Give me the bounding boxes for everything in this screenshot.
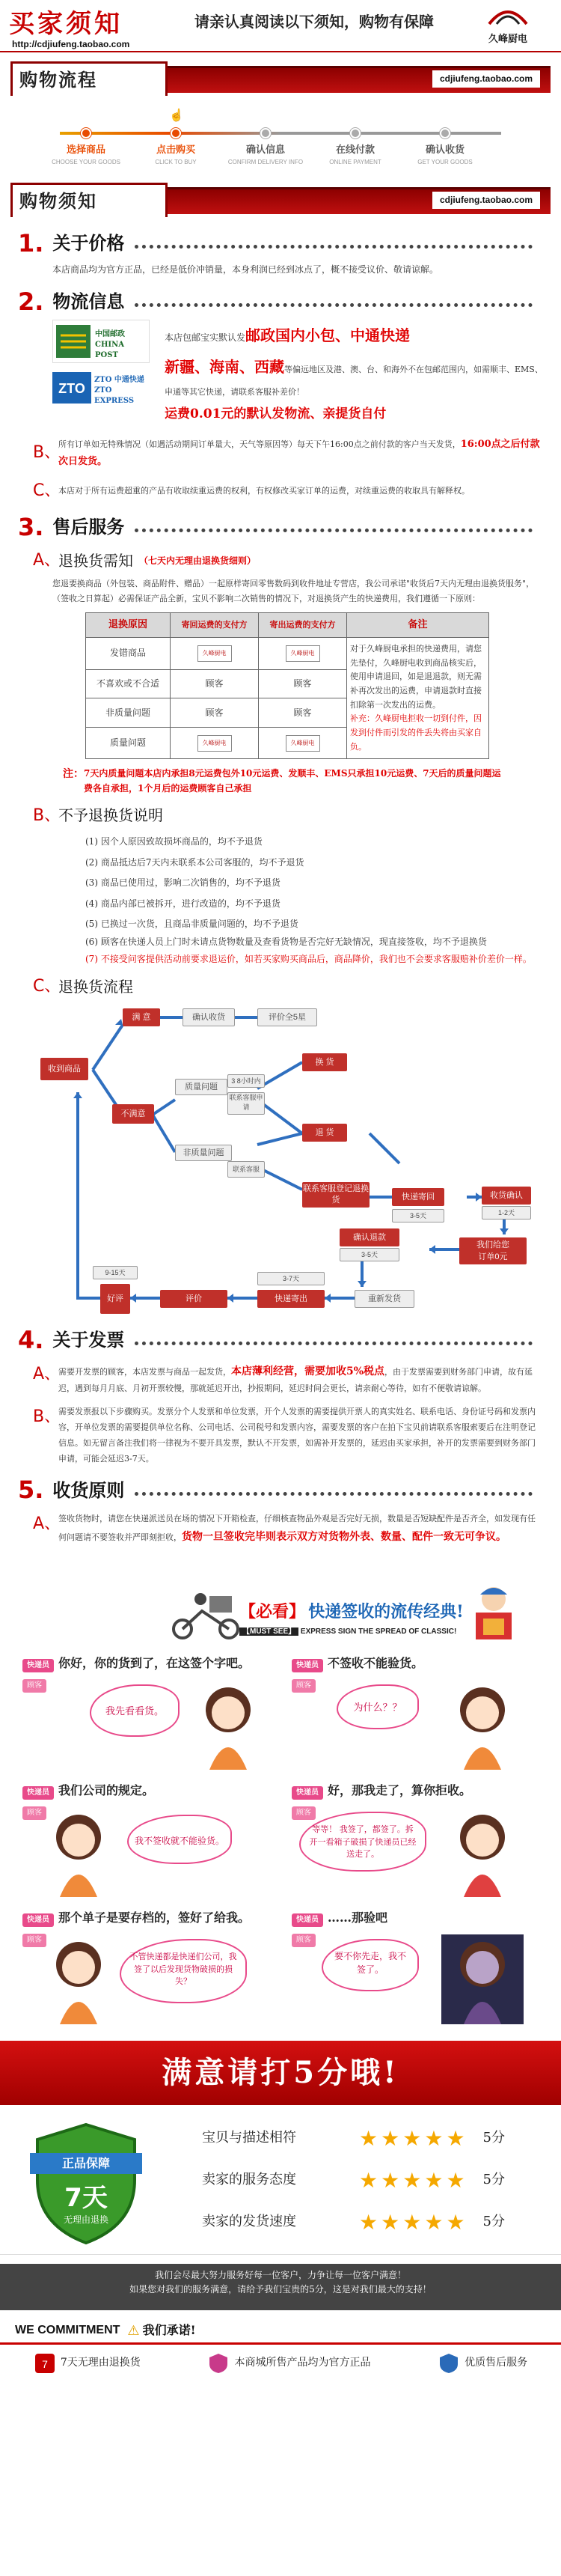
promise-genuine: 本商城所售产品均为官方正品 — [207, 2352, 370, 2375]
flow-days-in: 3 8小时内 — [227, 1074, 265, 1088]
list-item: (4) 商品内部已被拆开，进行改造的，均不予退货 — [85, 898, 280, 909]
girl-icon — [441, 1807, 524, 1897]
courier-man-icon — [464, 1583, 524, 1650]
header-slogan: 请亲认真阅读以下须知，购物有保障 — [194, 13, 434, 31]
girl-icon — [37, 1934, 120, 2024]
process-url[interactable]: cdjiufeng.taobao.com — [432, 70, 540, 88]
list-item: (2) 商品抵达后7天内未联系本公司客服的，均不予退货 — [85, 856, 304, 868]
rating-row-service: 卖家的服务态度 ★ ★ ★ ★ ★ 5分 — [202, 2165, 505, 2195]
dark-girl-icon — [441, 1934, 524, 2024]
invoice-a: A、 需要开发票的顾客，本店发票与商品一起发货，本店薄利经营，需要加收5%税点，由于发票需要到财务部门申请，故有延迟，遇到每月月底、月初开票较慢，那就延迟开出，抄报期间，延迟时间会更长，请亲耐心等待，如有不便敬请谅解。 — [33, 1364, 533, 1394]
flow-quality: 质量问题 — [175, 1079, 227, 1095]
list-item: (6) 顾客在快递人员上门时未请点货物数量及查看货物是否完好无缺情况，现直接签收，均不予退换货 — [85, 936, 487, 947]
promise-return: 7 7天无理由退换货 — [34, 2352, 141, 2375]
sign-scene-row-3 — [0, 1909, 561, 2036]
notice-content — [0, 229, 561, 1547]
logistics-block: 中国邮政 CHINA POST ZTO ZTO 中通快递 ZTO EXPRESS 本店包邮宝实默认发邮政国内小包、中通快递 新疆、海南、西藏等偏远地区及港、澳、台、和海外不在包邮范围内，如需顺丰、EMS、申通等其它快递，请联系客服补差价！ 运费0.01元的默认发物流、亲提货自付 — [18, 320, 543, 428]
brand-mini-logo: 久峰厨电 — [286, 735, 320, 752]
brand-mini-logo: 久峰厨电 — [286, 645, 320, 662]
girl-icon — [187, 1680, 269, 1770]
return-flowchart — [40, 1002, 534, 1317]
top-header — [0, 0, 561, 52]
price-text: 本店商品均为官方正品，已经是低价冲销量，本身利润已经到冰点了，概不接受议价、敬请谅解。 — [52, 264, 439, 275]
brand-mini-logo: 久峰厨电 — [197, 735, 232, 752]
return-fee-table: 退换原因 寄回运费的支付方 寄出运费的支付方 备注 发错商品 久峰厨电 久峰厨电 对于久峰厨电承担的快递费用，请您先垫付，久峰厨电收到商品核实后，使用申请退回，如是退退款，则无需补再次发出的运费，申请退款时直接扣除第一次发出的运费。 补充：久峰厨电拒收一切到付件，因发到付件而引发的件丢失将由买家自负。 不喜欢或不合适 顾客 顾客 非质量问题 顾客 顾客 质量问题 久峰厨电 久峰厨电 — [85, 612, 489, 760]
flow-end: 我们给您 订单0元 — [459, 1237, 527, 1264]
scene-4: 快递员 好，那我走了，算你拒收。 顾客 等等！ 我签了，都签了。拆开一看箱子破损了快递员已经送走了。 — [292, 1782, 539, 1820]
flow-days-12: 1-2天 — [482, 1206, 531, 1220]
rating-row-shipping: 卖家的发货速度 ★ ★ ★ ★ ★ 5分 — [202, 2207, 505, 2237]
notice-url[interactable]: cdjiufeng.taobao.com — [432, 192, 540, 209]
step-receive: 确认收货 GET YOUR GOODS — [389, 106, 501, 168]
zto-logo: ZTO ZTO 中通快递 ZTO EXPRESS — [52, 369, 150, 407]
rating-banner: 满意请打5分哦! — [0, 2041, 561, 2105]
brand-name: 久峰厨电 — [488, 34, 527, 46]
girl-icon — [441, 1680, 524, 1770]
china-post-logo: 中国邮政 CHINA POST — [52, 320, 150, 363]
svg-text:ZTO: ZTO — [58, 381, 85, 397]
rating-row-desc: 宝贝与描述相符 ★ ★ ★ ★ ★ 5分 — [202, 2123, 505, 2153]
flow-days-35: 3-5天 — [392, 1209, 444, 1222]
logistics-c: C、 本店对于所有运费超重的产品有收取续重运费的权利，有权修改买家订单的运费，对续重运费的收取具有解释权。 — [33, 481, 470, 500]
return-notice-heading: A、 退换货需知 （七天内无理由退换货细则） — [33, 551, 257, 570]
return-notice-text: 您退要换商品（外包装、商品附件、赠品）一起原样寄回零售数码到收件地址专营店，我公司承诺"收货后7天内无理由退换货服务"，（签收之日算起）必需保证产品全新，宝贝不影响二次销售的情况下，对退换货产生的快递费用，我们遵循一下原则： — [52, 579, 535, 603]
flow-exchange: 换 货 — [302, 1053, 347, 1071]
process-steps — [30, 106, 531, 174]
process-bar — [0, 58, 561, 99]
table-row: 发错商品 久峰厨电 久峰厨电 对于久峰厨电承担的快递费用，请您先垫付，久峰厨电收到商品核实后，使用申请退回，如是退退款，则无需补再次发出的运费，申请退款时直接扣除第一次发出的运费。 补充：久峰厨电拒收一切到付件，因发到付件而引发的件丢失将由买家自负。 — [86, 637, 489, 669]
flow-days-915: 9-15天 — [93, 1266, 138, 1279]
flow-confirm: 确认收货 — [183, 1008, 235, 1026]
step-pay: 在线付款 ONLINE PAYMENT — [299, 106, 411, 168]
speech-bubble: 等等！ 我签了，都签了。拆开一看箱子破损了快递员已经送走了。 — [299, 1812, 426, 1872]
section-price: 1. 关于价格 — [18, 229, 543, 257]
invoice-b: B、 需要发票报以下步骤购买。发票分个人发票和单位发票，开个人发票的需要提供开票人的真实姓名、联系电话、身份证号码和发票内容，开单位发票的需要提供单位名称、公司电话、公司税号和发票内容，需要发票的客户在拍下宝贝前请联系客服索要后在注明登记信息。如无留言备注我们将一律视为不要开具发票，默认不开发票，如需补开发票的，延迟由买家承担，补开的发票需要到财务部门申请，可能会延迟3-7天。 — [33, 1407, 536, 1464]
flow-receipt: 收货确认 — [482, 1187, 531, 1205]
flow-refund: 退 货 — [302, 1124, 347, 1142]
flow-review: 评价全5星 — [257, 1008, 317, 1026]
section-after-sale: 3. 售后服务 — [18, 513, 543, 541]
flow-start: 收到商品 — [40, 1058, 88, 1080]
must-see-tag: 【必看】 — [239, 1602, 306, 1622]
no-return-list — [18, 832, 543, 966]
table-row: 不喜欢或不合适 顾客 顾客 — [86, 669, 489, 698]
flow-register: 联系客服登记退换货 — [302, 1182, 370, 1208]
promise-list — [0, 2352, 561, 2375]
step-confirm-info: 确认信息 CONFIRM DELIVERY INFO — [209, 106, 322, 168]
svg-text:7: 7 — [41, 2358, 48, 2371]
scene-6: 快递员 ……那验吧 顾客 要不你先走，我不签了。 — [292, 1909, 539, 1947]
section-receipt: 5. 收货原则 — [18, 1476, 543, 1504]
brand-logo — [476, 4, 540, 47]
list-item: (3) 商品已使用过，影响二次销售的，均不予退货 — [85, 877, 280, 889]
scene-2: 快递员 不签收不能验货。 顾客 为什么？？ — [292, 1654, 539, 1693]
process-title: 购物流程 — [19, 69, 97, 91]
table-row: 非质量问题 顾客 顾客 — [86, 698, 489, 728]
return-flow-heading: C、 退换货流程 — [33, 977, 133, 996]
brand-mini-logo: 久峰厨电 — [197, 645, 232, 662]
flow-days-37: 3-7天 — [257, 1272, 325, 1285]
star-rating[interactable]: ★ ★ ★ ★ ★ — [359, 2167, 465, 2193]
scene-3: 快递员 我们公司的规定。 顾客 我不签收就不能验货。 — [22, 1782, 269, 1820]
section-invoice: 4. 关于发票 — [18, 1326, 543, 1354]
page-title: 买家须知 — [9, 9, 123, 39]
notice-title: 购物须知 — [19, 190, 97, 212]
commitment-bar: WE COMMITMENT ⚠ 我们承诺! — [0, 2319, 561, 2345]
sign-banner: 【必看】 快递签收的流传经典! 【MUST SEE】 EXPRESS SIGN THE SPREAD OF CLASSIC! — [0, 1572, 561, 1654]
sign-scene-row-2 — [0, 1782, 561, 1909]
table-row: 质量问题 久峰厨电 久峰厨电 — [86, 727, 489, 759]
thanks-band: 我们会尽最大努力服务好每一位客户，力争让每一位客户满意！ 如果您对我们的服务满意，请给予我们宝贵的5分，这是对我们最大的支持！ — [0, 2264, 561, 2310]
flow-confirm-refund: 确认退款 — [340, 1228, 399, 1246]
logistics-b: B、 所有订单如无特殊情况（如遇活动期间订单量大，天气等原因等）每天下午16:00点之前付款的客户当天发货，16:00点之后付款次日发货。 — [33, 439, 540, 468]
scene-1: 快递员 你好，你的货到了，在这签个字吧。 顾客 我先看看货。 — [22, 1654, 269, 1693]
promise-service: 优质售后服务 — [438, 2352, 527, 2375]
flow-satisfied: 满 意 — [123, 1008, 160, 1026]
star-rating[interactable]: ★ ★ ★ ★ ★ — [359, 2209, 465, 2235]
section-logistics: 2. 物流信息 — [18, 287, 543, 315]
step-click-buy: ☝ 点击购买 CLICK TO BUY — [155, 108, 197, 166]
list-item: (5) 已换过一次货，且商品非质量问题的，均不予退货 — [85, 919, 298, 930]
return-icon — [34, 2352, 56, 2375]
flow-non-quality: 非质量问题 — [175, 1145, 232, 1161]
courier-bike-icon — [165, 1589, 247, 1641]
flow-contact: 联系客服申请 — [227, 1092, 265, 1115]
girl-icon — [37, 1807, 120, 1897]
guarantee-shield-icon: 正品保障 7天 无理由退换 — [30, 2120, 142, 2247]
brand-mark-icon — [486, 4, 530, 27]
shop-url[interactable]: http://cdjiufeng.taobao.com — [12, 39, 130, 49]
speech-bubble: 为什么？？ — [337, 1684, 419, 1729]
speech-bubble: 我先看看货。 — [90, 1684, 180, 1737]
step-choose: 选择商品 CHOOSE YOUR GOODS — [30, 106, 142, 168]
notice-bar — [0, 180, 561, 220]
sign-title: 快递签收的流传经典! — [308, 1602, 464, 1622]
scene-5: 快递员 那个单子是要存档的，签好了给我。 顾客 不管快递都是快递们公司，我签了以后发现货物破损的损失？ — [22, 1909, 269, 1947]
flow-ship-out: 快递寄出 — [257, 1290, 325, 1308]
genuine-icon — [207, 2352, 230, 2375]
list-item: (1) 因个人原因致故损坏商品的，均不予退货 — [85, 835, 263, 847]
sign-scene-row-1 — [0, 1654, 561, 1782]
warning-note: 注： 7天内质量问题本店内承担8元运费包外10元运费、发顺丰、EMS只承担10元运费、7天后的质量问题运费各自承担，1个月后的运费顾客自己承担 — [63, 768, 501, 794]
list-item: (7) 不接受问客提供活动前要求退运价，如若买家购买商品后，商品降价，我们也不会要求客服赔补价差价一样。 — [85, 954, 532, 965]
warning-icon: ⚠ — [127, 2322, 140, 2339]
flow-review-2: 评价 — [160, 1290, 227, 1308]
cursor-icon: ☝ — [169, 108, 184, 122]
star-rating[interactable]: ★ ★ ★ ★ ★ — [359, 2125, 465, 2151]
flow-ship-back: 快递寄回 — [392, 1188, 444, 1206]
flow-cs: 联系客服 — [227, 1161, 265, 1178]
flow-days-35b: 3-5天 — [340, 1248, 399, 1261]
receipt-a: A、 签收货物时，请您在快递派送员在场的情况下开箱检查，仔细核查物品外观是否完好无损，数量是否短缺配件是否齐全，如发现有任何问题请不要签收并严即刻拒收，货物一旦签收完毕则表示双方对货物外表、数量、配件一致无可争议。 — [33, 1513, 536, 1543]
speech-bubble: 我不签收就不能验货。 — [127, 1815, 232, 1864]
rating-body — [0, 2105, 561, 2255]
service-icon — [438, 2352, 460, 2375]
speech-bubble: 要不你先走，我不签了。 — [322, 1939, 419, 1991]
speech-bubble: 不管快递都是快递们公司，我签了以后发现货物破损的损失？ — [120, 1939, 247, 2003]
no-return-heading: B、 不予退换货说明 — [33, 806, 163, 825]
flow-unsatisfied: 不满意 — [112, 1104, 154, 1124]
flow-reorder: 重新发货 — [355, 1290, 414, 1308]
flow-good: 好评 — [100, 1284, 130, 1314]
